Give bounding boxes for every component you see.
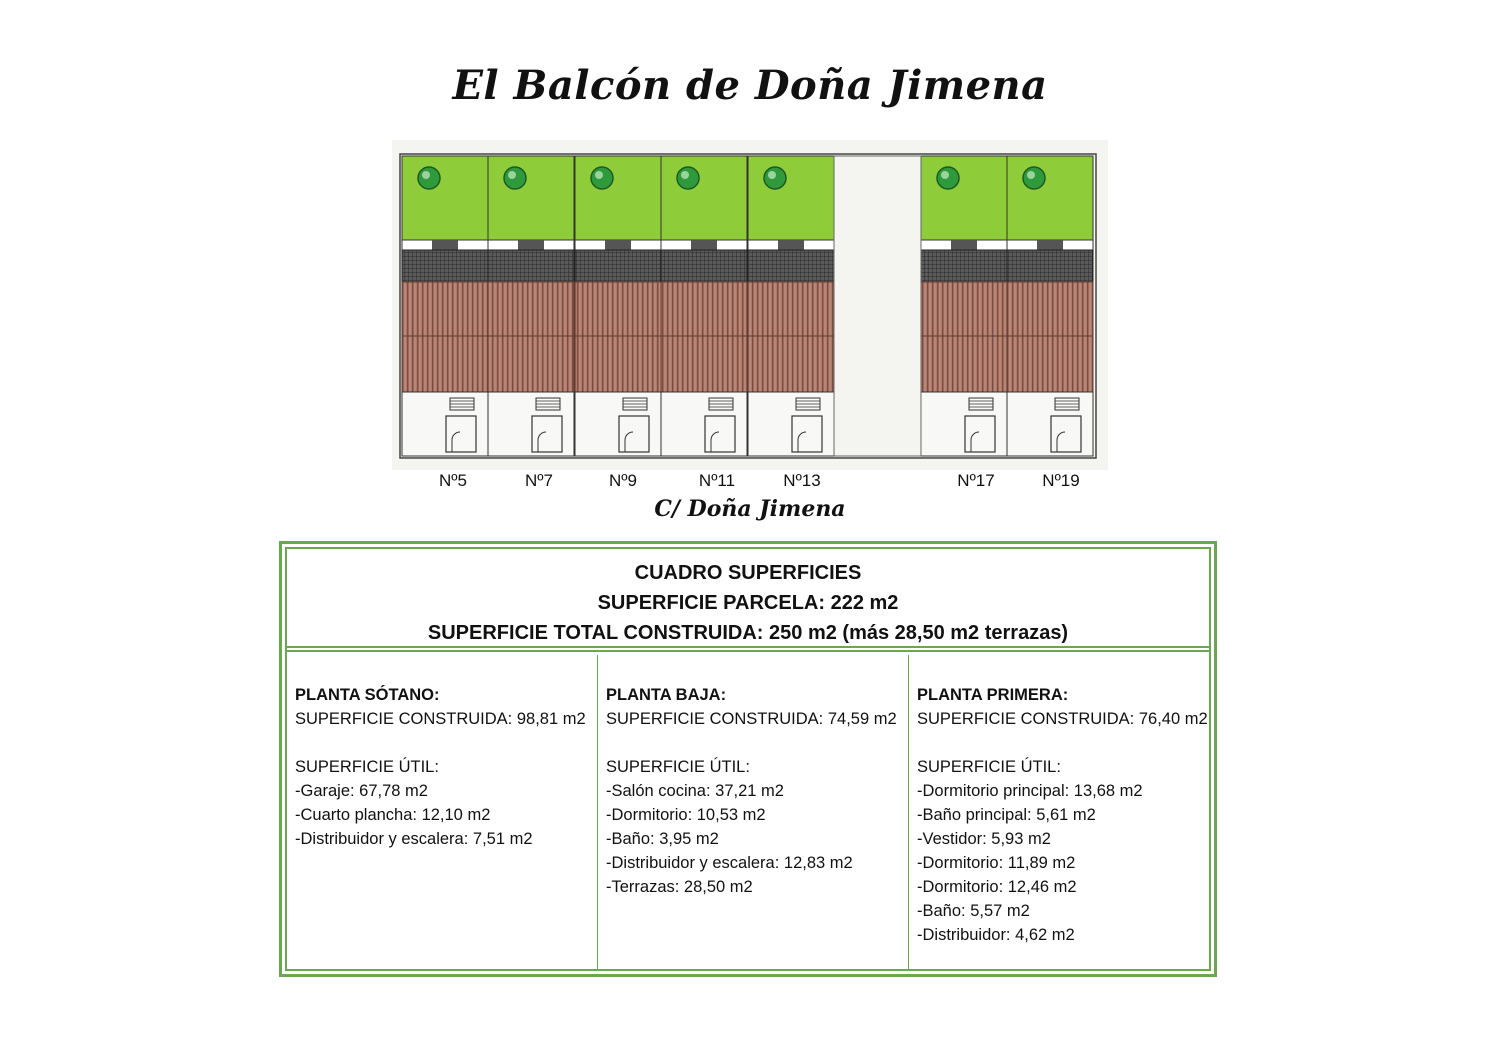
garden [748, 156, 834, 240]
room-list [606, 779, 908, 899]
stair-block [518, 240, 544, 250]
house-unit [661, 156, 747, 456]
tree-highlight [941, 171, 949, 179]
column-title: PLANTA SÓTANO: [295, 686, 440, 704]
tree-icon [937, 167, 959, 189]
list-item: -Dormitorio: 11,89 m2 [917, 854, 1076, 872]
site-plan-svg [392, 140, 1108, 470]
roof-upper [402, 282, 488, 336]
roof-lower [1007, 336, 1093, 392]
front-yard [402, 392, 488, 456]
garden [488, 156, 574, 240]
house-unit [402, 156, 488, 456]
house-number-label: Nº13 [783, 471, 821, 490]
house-unit [748, 156, 834, 456]
roof-lower [488, 336, 574, 392]
stair-block [951, 240, 977, 250]
grid-terrace [661, 250, 747, 282]
house-number-label: Nº7 [525, 471, 553, 490]
table-heading: CUADRO SUPERFICIES [634, 562, 862, 584]
built-surface: SUPERFICIE CONSTRUIDA: 76,40 m2 [917, 710, 1208, 728]
roof-upper [1007, 282, 1093, 336]
tree-icon [418, 167, 440, 189]
list-item: -Garaje: 67,78 m2 [295, 782, 428, 800]
list-item: -Distribuidor y escalera: 7,51 m2 [295, 830, 533, 848]
table-header [287, 549, 1209, 648]
list-item: -Distribuidor y escalera: 12,83 m2 [606, 854, 853, 872]
stair-block [432, 240, 458, 250]
roof-lower [575, 336, 661, 392]
tree-icon [764, 167, 786, 189]
stair-block [691, 240, 717, 250]
list-item: -Dormitorio: 12,46 m2 [917, 878, 1077, 896]
roof-upper [575, 282, 661, 336]
grid-terrace [748, 250, 834, 282]
roof-lower [661, 336, 747, 392]
column-basement [287, 655, 598, 969]
grid-terrace [921, 250, 1007, 282]
column-title: PLANTA PRIMERA: [917, 686, 1069, 704]
tree-icon [677, 167, 699, 189]
front-yard [575, 392, 661, 456]
garden [1007, 156, 1093, 240]
parcel-surface: SUPERFICIE PARCELA: 222 m2 [597, 592, 899, 614]
stair-block [1037, 240, 1063, 250]
surfaces-table-inner [285, 547, 1211, 971]
tree-icon [1023, 167, 1045, 189]
house-unit [1007, 156, 1093, 456]
roof-upper [488, 282, 574, 336]
list-item: -Dormitorio: 10,53 m2 [606, 806, 766, 824]
list-item: -Baño: 3,95 m2 [606, 830, 719, 848]
site-plan-drawing [392, 140, 1108, 470]
column-first-floor [909, 655, 1215, 969]
tree-icon [591, 167, 613, 189]
list-item: -Baño: 5,57 m2 [917, 902, 1030, 920]
central-passage [834, 156, 921, 456]
built-surface: SUPERFICIE CONSTRUIDA: 74,59 m2 [606, 710, 897, 728]
list-item: -Vestidor: 5,93 m2 [917, 830, 1051, 848]
house-number-label: Nº5 [439, 471, 467, 490]
surfaces-table [279, 541, 1217, 977]
house-unit [488, 156, 574, 456]
list-item: -Baño principal: 5,61 m2 [917, 806, 1096, 824]
grid-terrace [402, 250, 488, 282]
front-yard [921, 392, 1007, 456]
total-built-surface: SUPERFICIE TOTAL CONSTRUIDA: 250 m2 (más 28,50 m2 terrazas) [427, 622, 1069, 644]
room-list [295, 779, 597, 851]
grid-terrace [575, 250, 661, 282]
roof-upper [748, 282, 834, 336]
tree-highlight [508, 171, 516, 179]
roof-upper [661, 282, 747, 336]
house-number-label: Nº19 [1042, 471, 1080, 490]
roof-lower [921, 336, 1007, 392]
useful-surface-label: SUPERFICIE ÚTIL: [917, 758, 1061, 776]
garden [575, 156, 661, 240]
house-units [400, 154, 1096, 458]
tree-highlight [681, 171, 689, 179]
front-yard [1007, 392, 1093, 456]
page-title: El Balcón de Doña Jimena [452, 62, 1048, 109]
tree-highlight [768, 171, 776, 179]
list-item: -Dormitorio principal: 13,68 m2 [917, 782, 1143, 800]
list-item: -Salón cocina: 37,21 m2 [606, 782, 784, 800]
room-list [917, 779, 1215, 947]
tree-highlight [422, 171, 430, 179]
table-columns [287, 655, 1209, 969]
house-number-label: Nº17 [957, 471, 995, 490]
list-item: -Terrazas: 28,50 m2 [606, 878, 753, 896]
header-divider [287, 650, 1209, 652]
list-item: -Cuarto plancha: 12,10 m2 [295, 806, 491, 824]
stair-block [778, 240, 804, 250]
garden [402, 156, 488, 240]
house-number-label: Nº11 [698, 471, 736, 490]
list-item: -Distribuidor: 4,62 m2 [917, 926, 1075, 944]
column-title: PLANTA BAJA: [606, 686, 727, 704]
front-yard [661, 392, 747, 456]
roof-upper [921, 282, 1007, 336]
tree-icon [504, 167, 526, 189]
stair-block [605, 240, 631, 250]
roof-lower [402, 336, 488, 392]
front-yard [748, 392, 834, 456]
house-unit [575, 156, 661, 456]
useful-surface-label: SUPERFICIE ÚTIL: [295, 758, 439, 776]
tree-highlight [1027, 171, 1035, 179]
grid-terrace [1007, 250, 1093, 282]
built-surface: SUPERFICIE CONSTRUIDA: 98,81 m2 [295, 710, 586, 728]
garden [661, 156, 747, 240]
column-ground-floor [598, 655, 909, 969]
garden [921, 156, 1007, 240]
house-unit [921, 156, 1007, 456]
tree-highlight [595, 171, 603, 179]
street-name: C/ Doña Jimena [654, 496, 846, 522]
house-number-label: Nº9 [609, 471, 637, 490]
grid-terrace [488, 250, 574, 282]
roof-lower [748, 336, 834, 392]
front-yard [488, 392, 574, 456]
useful-surface-label: SUPERFICIE ÚTIL: [606, 758, 750, 776]
